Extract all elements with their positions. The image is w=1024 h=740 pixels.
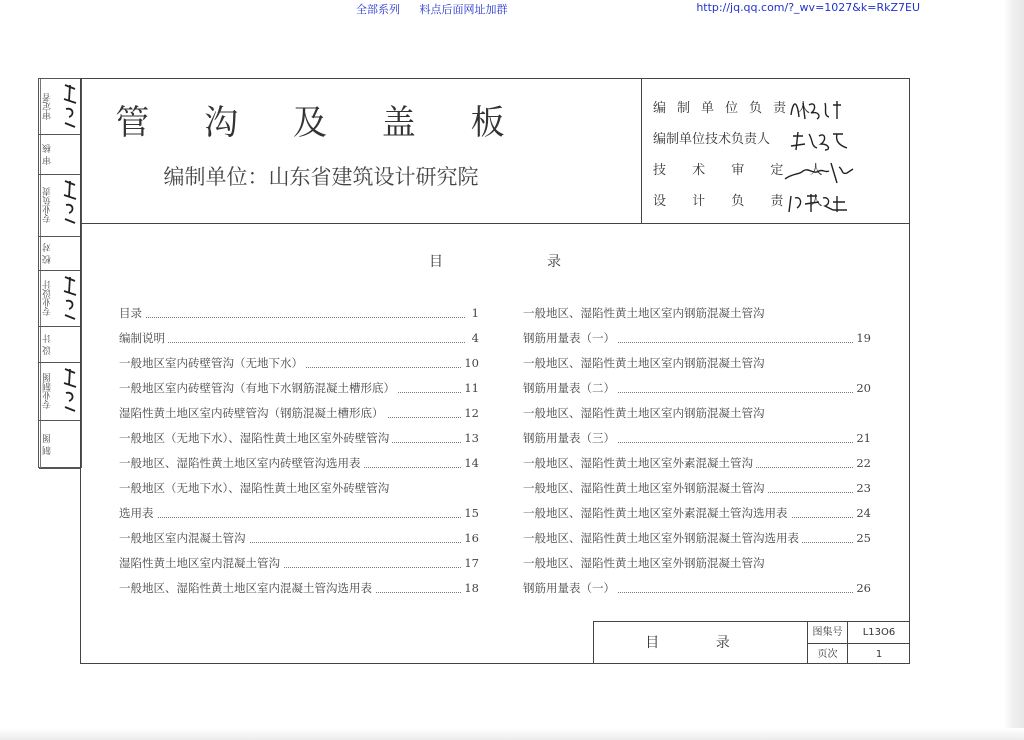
toc-entry xyxy=(523,451,871,476)
toc-entry-title: 钢筋用量表（一） xyxy=(523,581,618,595)
toc-entry-page: 10 xyxy=(461,351,479,376)
toc-entry-page: 16 xyxy=(461,526,479,551)
toc-entry-page: 18 xyxy=(461,576,479,601)
toc-entry xyxy=(119,401,479,426)
role-label: 编制单位负责人 xyxy=(653,101,822,116)
approval-role-label: 专业制图 xyxy=(40,363,60,420)
toc-entry-title: 钢筋用量表（一） xyxy=(523,331,618,345)
toc-entry-page: 1 xyxy=(469,301,479,326)
toc-entry-page: 4 xyxy=(469,326,479,351)
toc-entry xyxy=(523,326,871,351)
approval-role-label: 专业负责 xyxy=(40,175,60,236)
toc-entry-title: 一般地区（无地下水）、湿陷性黄土地区室外砖壁管沟 xyxy=(119,481,392,495)
toc-entry xyxy=(119,551,479,576)
toc-entry xyxy=(523,401,871,426)
toc-entry xyxy=(119,376,479,401)
toc-leader-dots xyxy=(119,317,465,318)
toc-entry-title: 钢筋用量表（三） xyxy=(523,431,618,445)
toc-entry xyxy=(523,576,871,601)
approval-cell xyxy=(39,363,81,421)
toc-entry-title: 钢筋用量表（二） xyxy=(523,381,618,395)
toc-entry-title: 一般地区、湿陷性黄土地区室内钢筋混凝土管沟 xyxy=(523,356,768,370)
approval-cell xyxy=(39,237,81,271)
role-design-lead xyxy=(653,186,893,217)
approval-cell xyxy=(39,271,81,327)
toc-entry-page: 13 xyxy=(461,426,479,451)
toc-entry-page: 11 xyxy=(461,376,479,401)
header-divider xyxy=(81,223,909,224)
toc-entry xyxy=(119,576,479,601)
approval-role-label: 校 对 xyxy=(40,237,60,270)
signature-image xyxy=(783,188,859,216)
toc-entry xyxy=(523,551,871,576)
toc-entry xyxy=(119,326,479,351)
qq-group-link[interactable]: http://jq.qq.com/?_wv=1027&k=RkZ7EU xyxy=(696,1,920,14)
scan-edge-shadow xyxy=(1004,0,1024,740)
role-tech-reviewer xyxy=(653,155,893,186)
toc-entry-title: 一般地区室内砖壁管沟（有地下水钢筋混凝土槽形底） xyxy=(119,381,398,395)
toc-entry-title: 湿陷性黄土地区室内砖壁管沟（钢筋混凝土槽形底） xyxy=(119,406,387,420)
toc-entry-title: 一般地区、湿陷性黄土地区室内钢筋混凝土管沟 xyxy=(523,406,768,420)
toc-entry xyxy=(523,426,871,451)
approval-cell xyxy=(39,135,81,175)
atlas-number-value: L13O6 xyxy=(862,627,896,638)
title-block xyxy=(593,621,909,663)
toc-entry xyxy=(119,476,479,501)
signature-image xyxy=(783,157,859,185)
approval-signature xyxy=(61,273,79,323)
approval-strip xyxy=(38,78,82,468)
toc-entry xyxy=(119,301,479,326)
toc-entry-title: 一般地区、湿陷性黄土地区室外素混凝土管沟选用表 xyxy=(523,506,791,520)
toc-entry-page: 21 xyxy=(853,426,871,451)
toc-entry-title: 一般地区、湿陷性黄土地区室内混凝土管沟选用表 xyxy=(119,581,375,595)
toc-entry xyxy=(523,476,871,501)
toc-entry xyxy=(523,501,871,526)
toc-heading-right: 录 xyxy=(547,254,561,270)
responsible-persons xyxy=(653,93,893,217)
approval-signature xyxy=(61,81,79,131)
toc-leader-dots xyxy=(119,342,465,343)
toc-heading-left: 目 xyxy=(429,254,443,270)
toc-entry-title: 编制说明 xyxy=(119,331,168,345)
toc-entry-page: 15 xyxy=(461,501,479,526)
toc-entry-page: 23 xyxy=(853,476,871,501)
approval-cell xyxy=(39,327,81,363)
approval-role-label: 审 核 xyxy=(40,135,60,174)
toc-entry-title: 一般地区室内砖壁管沟（无地下水） xyxy=(119,356,306,370)
atlas-number-label: 图集号 xyxy=(808,622,848,643)
top-link-bar xyxy=(0,0,1024,16)
approval-role-label: 制 图 xyxy=(40,421,60,468)
approval-cell xyxy=(39,175,81,237)
header-vertical-divider xyxy=(641,79,642,223)
toc-entry-title: 一般地区、湿陷性黄土地区室外钢筋混凝土管沟 xyxy=(523,556,768,570)
compiling-organization: 编制单位：山东省建筑设计研究院 xyxy=(163,165,479,189)
toc-left-column xyxy=(119,301,479,601)
toc-leader-dots xyxy=(119,517,465,518)
toc-entry-title: 目录 xyxy=(119,306,145,320)
toc-entry xyxy=(119,426,479,451)
role-unit-head xyxy=(653,93,893,124)
top-links xyxy=(356,1,524,17)
toc-entry-title: 一般地区、湿陷性黄土地区室外素混凝土管沟 xyxy=(523,456,756,470)
role-label: 编制单位技术负责人 xyxy=(653,132,771,147)
link-all-series[interactable]: 全部系列 xyxy=(356,3,400,16)
toc-entry-title: 一般地区、湿陷性黄土地区室外钢筋混凝土管沟 xyxy=(523,481,768,495)
title-block-name: 目 录 xyxy=(594,622,808,664)
approval-cell xyxy=(39,421,81,469)
toc-entry-page: 12 xyxy=(461,401,479,426)
toc-entry-page: 20 xyxy=(853,376,871,401)
role-label: 技 术 审 定 人 xyxy=(653,163,834,178)
approval-cell xyxy=(39,79,81,135)
toc-entry-title: 一般地区室内混凝土管沟 xyxy=(119,531,249,545)
toc-entry-page: 24 xyxy=(853,501,871,526)
page-number-value: 1 xyxy=(848,643,910,664)
toc-entry-page: 22 xyxy=(853,451,871,476)
toc-entry-page: 26 xyxy=(853,576,871,601)
approval-role-label: 专业设计 xyxy=(40,271,60,326)
toc-entry-page: 19 xyxy=(853,326,871,351)
role-label: 设 计 负 责 人 xyxy=(653,194,834,209)
toc-entry-page: 14 xyxy=(461,451,479,476)
toc-entry xyxy=(119,451,479,476)
toc-entry-title: 一般地区（无地下水）、湿陷性黄土地区室外砖壁管沟 xyxy=(119,431,392,445)
link-join-group[interactable]: 料点后面网址加群 xyxy=(419,3,508,16)
toc-entry xyxy=(523,526,871,551)
toc-right-column xyxy=(523,301,871,601)
signature-image xyxy=(783,126,859,154)
toc-entry xyxy=(523,351,871,376)
approval-signature xyxy=(61,365,79,415)
toc-entry-title: 选用表 xyxy=(119,506,157,520)
toc-entry xyxy=(523,301,871,326)
toc-entry xyxy=(119,501,479,526)
toc-entry-title: 湿陷性黄土地区室内混凝土管沟 xyxy=(119,556,283,570)
approval-role-label: 审定者 xyxy=(40,79,60,134)
document-title: 管 沟 及 盖 板 xyxy=(115,103,527,143)
role-tech-head xyxy=(653,124,893,155)
signature-image xyxy=(783,95,859,123)
toc-entry xyxy=(119,526,479,551)
approval-role-label: 设 计 xyxy=(40,327,60,362)
drawing-sheet xyxy=(80,78,910,664)
toc-entry-page: 17 xyxy=(461,551,479,576)
toc-entry-page: 25 xyxy=(853,526,871,551)
scan-bottom-shadow xyxy=(0,728,1024,740)
toc-entry xyxy=(523,376,871,401)
toc-entry xyxy=(119,351,479,376)
toc-entry-title: 一般地区、湿陷性黄土地区室内钢筋混凝土管沟 xyxy=(523,306,768,320)
toc-entry-title: 一般地区、湿陷性黄土地区室内砖壁管沟选用表 xyxy=(119,456,364,470)
approval-signature xyxy=(61,177,79,227)
page-number-label: 页次 xyxy=(808,643,848,664)
toc-entry-title: 一般地区、湿陷性黄土地区室外钢筋混凝土管沟选用表 xyxy=(523,531,802,545)
